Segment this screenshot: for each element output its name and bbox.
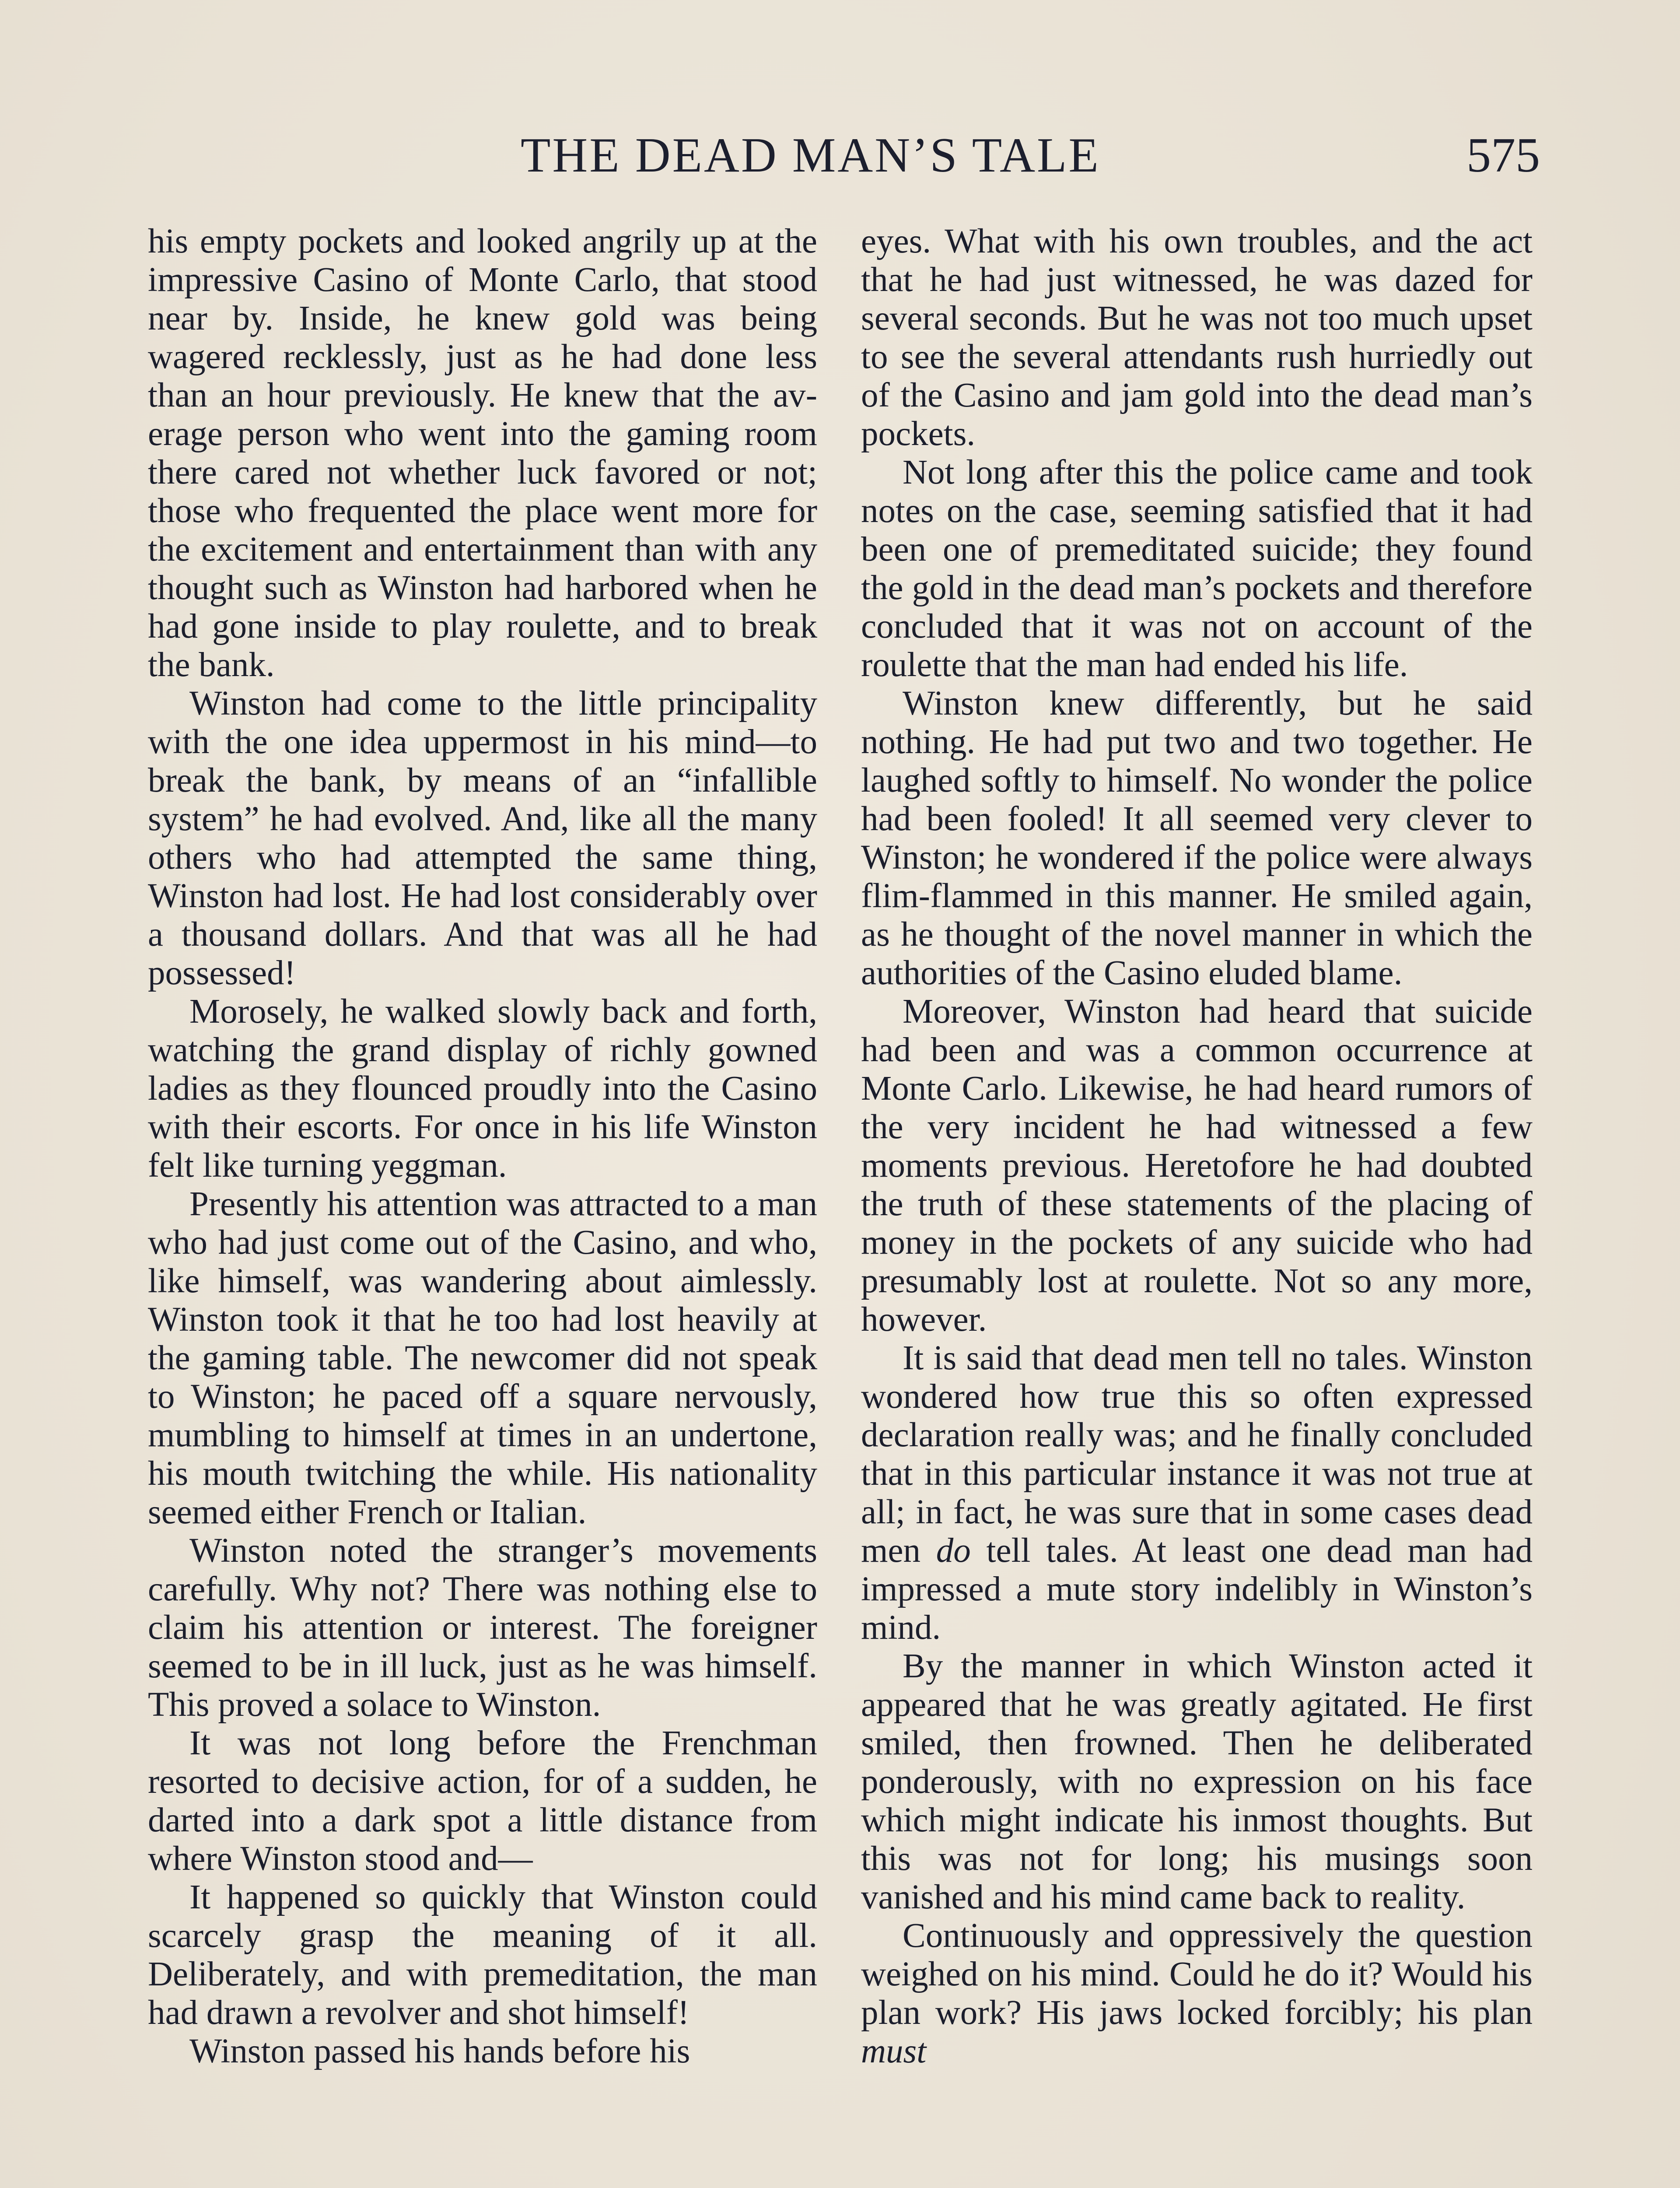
paragraph: Winston noted the stranger’s movements carefully. Why not? There was nothing else to claim his attention or interest. The foreigner seemed to be in ill luck, just as he was himself. This proved a solace to Winston. — [148, 1532, 817, 1724]
paragraph — [861, 1917, 1533, 2071]
paragraph: By the manner in which Winston acted it appeared that he was greatly agitated. He first smiled, then frowned. Then he deliberated ponderously, with no expression on his face which might indicate his inmost thoughts. But this was not for long; his musings soon vanished and his mind came back to reality. — [861, 1647, 1533, 1916]
emphasis: do — [936, 1532, 971, 1570]
page-number: 575 — [1466, 128, 1540, 182]
paragraph: Winston knew differently, but he said nothing. He had put two and two together. He laughed softly to himself. No wonder the police had been fooled! It all seemed very clever to Winston; he wondered if the police were always flim-flammed in this manner. He smiled again, as he thought of the novel manner in which the authorities of the Casino eluded blame. — [861, 684, 1533, 992]
running-title: THE DEAD MAN’S TALE — [521, 128, 1100, 182]
text-run: tell tales. At least one dead man had impressed a mute story indelibly in Winston’s mind. — [861, 1532, 1533, 1647]
paragraph: Winston passed his hands before his — [189, 2032, 690, 2070]
paragraph — [861, 1339, 1533, 1647]
paragraph: his empty pockets and looked angrily up at the impressive Casino of Monte Carlo, that stood near by. Inside, he knew gold was being wagered recklessly, just as he had done less than an hour previously. He knew that the average person who went into the gaming room there cared not whether luck favored or not; those who frequented the place went more for the excitement and entertainment than with any thought such as Winston had harbored when he had gone inside to play roulette, and to break the bank. — [148, 222, 817, 684]
paragraph: Presently his attention was attracted to a man who had just come out of the Casino, and who, like himself, was wandering about aimlessly. Winston took it that he too had lost heavily at the gaming table. The newcomer did not speak to Winston; he paced off a square nervously, mumbling to himself at times in an undertone, his mouth twitching the while. His nationality seemed either French or Italian. — [148, 1185, 817, 1531]
right-column — [861, 222, 1533, 2071]
paragraph: It was not long before the Frenchman resorted to decisive action, for of a sudden, he darted into a dark spot a little distance from where Winston stood and— — [148, 1724, 817, 1878]
paragraph: Moreover, Winston had heard that suicide had been and was a common occurrence at Monte Carlo. Likewise, he had heard rumors of the very incident he had witnessed a few moments previous. Heretofore he had doubted the truth of these statements of the placing of money in the pockets of any suicide who had presumably lost at roulette. Not so any more, however. — [861, 992, 1533, 1339]
paragraph: Winston had come to the little principality with the one idea uppermost in his mind—to break the bank, by means of an “infallible system” he had evolved. And, like all the many others who had attempted the same thing, Winston had lost. He had lost considerably over a thousand dollars. And that was all he had possessed! — [148, 684, 817, 992]
paragraph: Not long after this the police came and took notes on the case, seeming satisfied that it had been one of premeditated suicide; they found the gold in the dead man’s pockets and therefore concluded that it was not on account of the roulette that the man had ended his life. — [861, 453, 1533, 684]
text-run: Continuously and oppressively the question weighed on his mind. Could he do it? Would his plan work? His jaws locked forcibly; his plan — [861, 1917, 1533, 2032]
paragraph: It happened so quickly that Winston could scarcely grasp the meaning of it all. Deliberately, and with premeditation, the man had drawn a revolver and shot himself! — [148, 1878, 817, 2032]
paragraph: eyes. What with his own troubles, and the act that he had just witnessed, he was dazed for several seconds. But he was not too much upset to see the several attendants rush hurriedly out of the Casino and jam gold into the dead man’s pockets. — [861, 222, 1533, 453]
text-run: It is said that dead men tell no tales. Winston wondered how true this so often expressed declaration really was; and he finally concluded that in this particular instance it was not true at all; in fact, he was sure that in some cases dead men — [861, 1339, 1533, 1570]
running-header — [140, 125, 1540, 186]
paragraph: Morosely, he walked slowly back and forth, watching the grand display of richly gowned ladies as they flounced proudly into the Casino with their escorts. For once in his life Winston felt like turning yeggman. — [148, 992, 817, 1185]
emphasis: must — [861, 2032, 927, 2070]
left-column — [148, 222, 817, 2071]
